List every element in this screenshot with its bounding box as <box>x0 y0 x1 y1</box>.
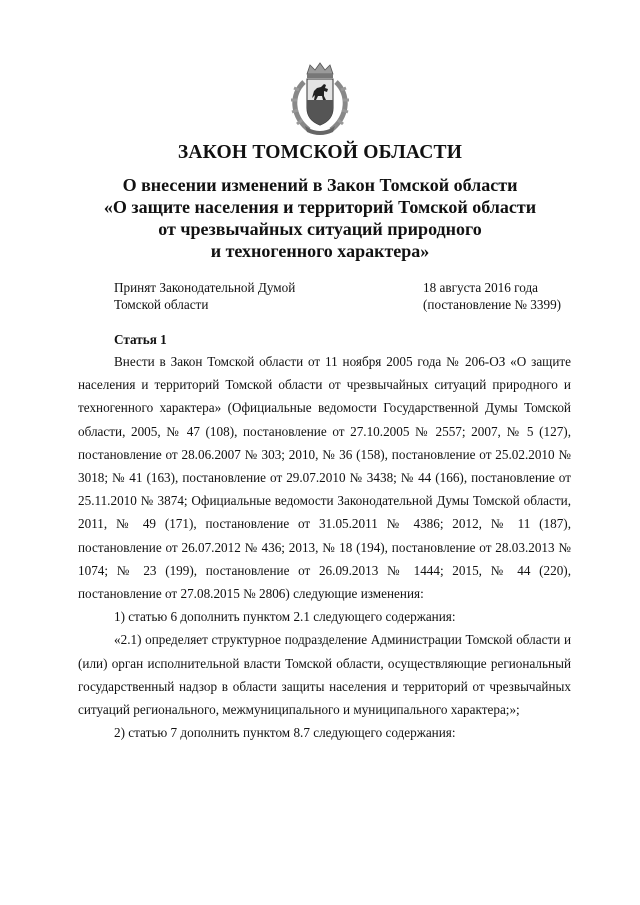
adoption-date <box>423 279 561 313</box>
subtitle-line: О внесении изменений в Закон Томской области <box>122 175 518 195</box>
article-body <box>78 350 571 744</box>
subtitle-line: от чрезвычайных ситуаций природного <box>158 219 482 239</box>
coat-of-arms-icon <box>287 60 353 136</box>
adopted-by <box>114 279 295 313</box>
law-subtitle <box>60 174 580 262</box>
adoption-date-line: 18 августа 2016 года <box>423 280 539 295</box>
adopted-by-line: Принят Законодательной Думой <box>114 280 296 295</box>
article-item: 2) статью 7 дополнить пунктом 8.7 следующего содержания: <box>114 725 456 741</box>
article-paragraph: Внести в Закон Томской области от 11 ноября 2005 года № 206-ОЗ «О защите населения и территорий Томской области от чрезвычайных ситуаций природного и техногенного характера» (Официальные ведомости Государственной Думы Томской области, 2005, № 47 (108), постановление от 27.10.2005 № 2557; 2007, № 5 (127), постановление от 28.06.2007 № 303; 2010, № 36 (158), постановление от 25.02.2010 № 3018; № 41 (163), постановление от 29.07.2010 № 3438; № 44 (166), постановление от 25.11.2010 № 3874; Официальные ведомости Законодательной Думы Томской области, 2011, № 49 (171), постановление от 31.05.2011 № 4386; 2012, № 11 (187), постановление от 26.07.2012 № 436; 2013, № 18 (194), постановление от 28.03.2013 № 1074; № 23 (199), постановление от 26.09.2013 № 1444; 2015, № 44 (220), постановление от 27.08.2015 № 2806) следующие изменения: <box>78 354 571 602</box>
subtitle-line: и техногенного характера» <box>210 241 430 261</box>
article-item: 1) статью 6 дополнить пунктом 2.1 следующего содержания: <box>114 609 456 625</box>
adopted-by-line: Томской области <box>114 297 209 312</box>
resolution-number: (постановление № 3399) <box>423 297 562 312</box>
law-title: ЗАКОН ТОМСКОЙ ОБЛАСТИ <box>177 142 463 163</box>
article-heading: Статья 1 <box>114 332 167 347</box>
subtitle-line: «О защите населения и территорий Томской области <box>103 197 537 217</box>
article-paragraph: «2.1) определяет структурное подразделение Администрации Томской области и (или) орган исполнительной власти Томской области, осуществляющие региональный государственный надзор в области защиты населения и территорий от чрезвычайных ситуаций регионального, межмуниципального и муниципального характера;»; <box>78 632 571 718</box>
